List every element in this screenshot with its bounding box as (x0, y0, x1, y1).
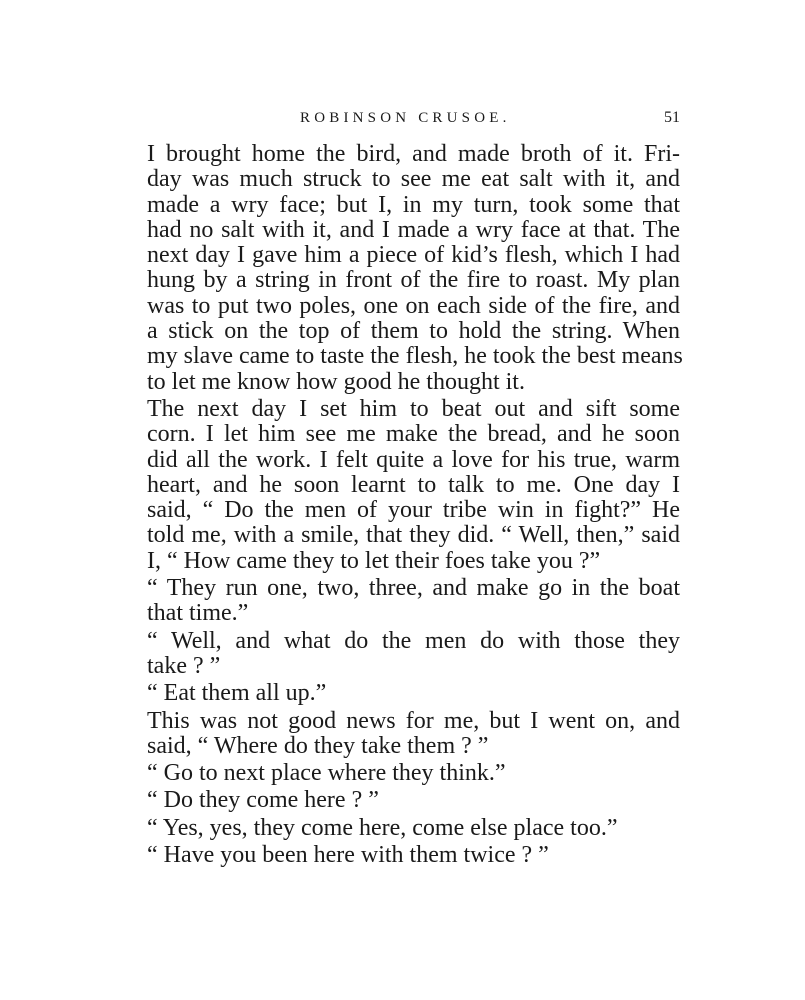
text-line: was to put two poles, one on each side of the fire, and (147, 292, 680, 319)
text-line: said, “ Do the men of your tribe win in fight?” He (147, 497, 680, 524)
running-title: ROBINSON CRUSOE. (300, 110, 511, 126)
paragraph-line-first: “ Go to next place where they think.” (147, 760, 506, 787)
text-line: said, “ Where do they take them ? ” (147, 732, 489, 759)
text-line: next day I gave him a piece of kid’s flesh, which I had (147, 242, 680, 269)
text-line: had no salt with it, and I made a wry face at that. The (147, 216, 680, 243)
body-text (147, 141, 683, 869)
page-number: 51 (664, 109, 680, 126)
paragraph-line-first: “ Do they come here ? ” (147, 787, 379, 814)
text-line: my slave came to taste the flesh, he took the best means (147, 343, 683, 370)
text-line: day was much struck to see me eat salt with it, and (147, 166, 680, 193)
paragraph-line-first: “ Well, and what do the men do with those they (147, 627, 680, 654)
text-line: to let me know how good he thought it. (147, 368, 525, 395)
text-line: told me, with a smile, that they did. “ Well, then,” said (147, 522, 680, 549)
paragraph-line-first: “ Yes, yes, they come here, come else place too.” (147, 814, 618, 841)
text-line: did all the work. I felt quite a love for his true, warm (147, 446, 680, 473)
text-line: a stick on the top of them to hold the string. When (147, 318, 680, 345)
text-line: made a wry face; but I, in my turn, took some that (147, 191, 680, 218)
paragraph-line-first: This was not good news for me, but I went on, and (147, 707, 680, 734)
text-line: heart, and he soon learnt to talk to me. One day I (147, 471, 680, 498)
running-head (150, 106, 680, 130)
text-line: that time.” (147, 600, 249, 627)
paragraph-line-first: “ Eat them all up.” (147, 680, 327, 707)
text-line: corn. I let him see me make the bread, and he soon (147, 421, 680, 448)
paragraph-line-first: “ Have you been here with them twice ? ” (147, 842, 549, 869)
text-line: take ? ” (147, 652, 221, 679)
paragraph-line-first: The next day I set him to beat out and sift some (147, 395, 680, 422)
paragraph-line-first: I brought home the bird, and made broth of it. Fri- (147, 141, 680, 167)
text-line: hung by a string in front of the fire to roast. My plan (147, 267, 680, 294)
text-line: I, “ How came they to let their foes take you ?” (147, 547, 601, 574)
paragraph-line-first: “ They run one, two, three, and make go in the boat (147, 575, 680, 602)
